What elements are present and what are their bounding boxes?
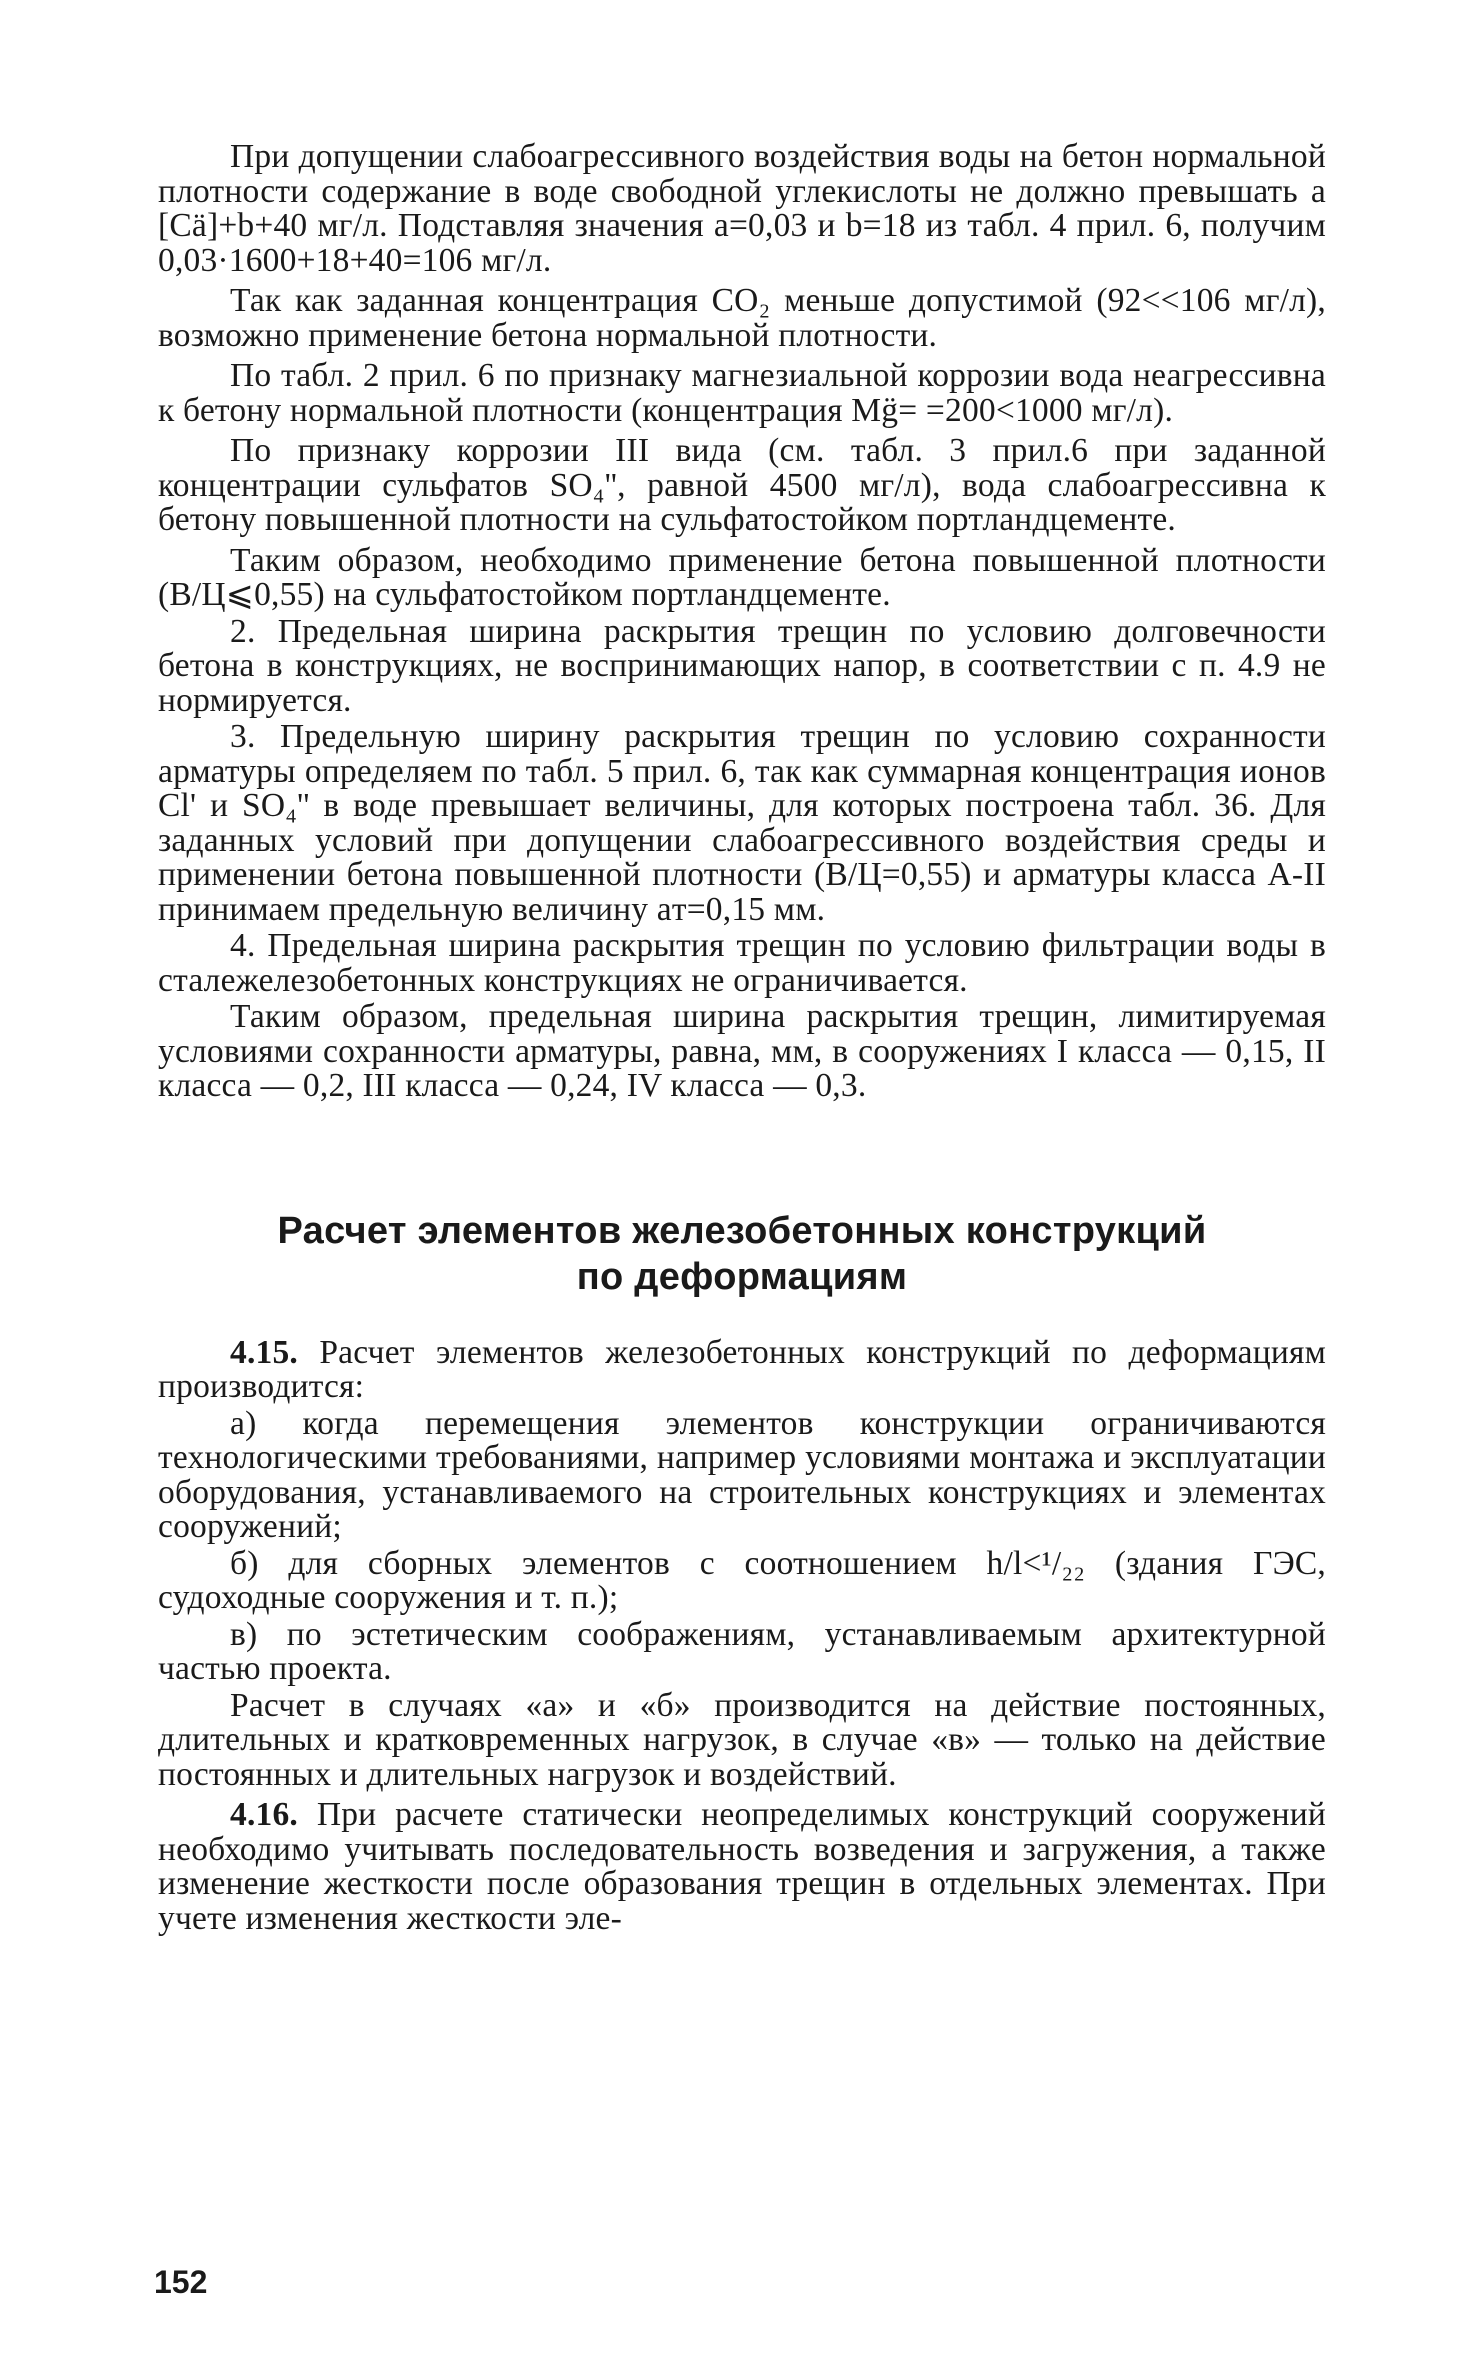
section-heading — [158, 1208, 1326, 1300]
paragraph-item-2: 2. Предельная ширина раскрытия трещин по условию долговечности бетона в конструкциях, не воспринимающих напор, в соответствии с п. 4.9 не нормируется. — [158, 612, 1326, 719]
section-heading-line-1: Расчет элементов железобетонных конструкций — [277, 1209, 1207, 1252]
paragraph-sulfate-corrosion: По признаку коррозии III вида (см. табл. 3 прил.6 при заданной концентрации сульфатов SO₄'', равной 4500 мг/л), вода слабоагрессивна к бетону повышенной плотности на сульфатостойком портландцементе. — [158, 432, 1326, 538]
list-item-a: а) когда перемещения элементов конструкции ограничиваются технологическими требованиями, например условиями монтажа и эксплуатации оборудования, устанавливаемого на строительных конструкциях и элементах сооружений; — [158, 1404, 1326, 1545]
section-heading-line-2: по деформациям — [576, 1255, 908, 1298]
page-number: 152 — [154, 2264, 208, 2300]
paragraph-carbonic-acid: При допущении слабоагрессивного воздействия воды на бетон нормальной плотности содержание в воде свободной углекислоты не должно превышать a [Cä]+b+40 мг/л. Подставляя значения a=0,03 и b=18 из табл. 4 прил. 6, получим 0,03·1600+18+40=106 мг/л. — [158, 138, 1326, 279]
paragraph-conclusion-concrete: Таким образом, необходимо применение бетона повышенной плотности (В/Ц⩽0,55) на сульфатостойком портландцементе. — [158, 541, 1326, 613]
paragraph-calc-cases: Расчет в случаях «а» и «б» производится на действие постоянных, длительных и кратковременных нагрузок, в случае «в» — только на действие постоянных и длительных нагрузок и воздействий. — [158, 1686, 1326, 1793]
clause-text-4-15: Расчет элементов железобетонных конструкций по деформациям производится: — [158, 1333, 1326, 1405]
paragraph-item-4: 4. Предельная ширина раскрытия трещин по условию фильтрации воды в сталежелезобетонных конструкциях не ограничивается. — [158, 927, 1326, 999]
paragraph-4-15 — [158, 1333, 1326, 1405]
paragraph-4-16 — [158, 1798, 1326, 1936]
paragraph-conclusion-crack-width: Таким образом, предельная ширина раскрытия трещин, лимитируемая условиями сохранности арматуры, равна, мм, в сооружениях I класса — 0,15, II класса — 0,2, III класса — 0,24, IV класса — 0,3. — [158, 998, 1326, 1104]
list-item-v: в) по эстетическим соображениям, устанавливаемым архитектурной частью проекта. — [158, 1615, 1326, 1687]
paragraph-item-3: 3. Предельную ширину раскрытия трещин по условию сохранности арматуры определяем по табл. 5 прил. 6, так как суммарная концентрация ионов Cl' и SO₄'' в воде превышает величины, для которых построена табл. 36. Для заданных условий при допущении слабоагрессивного воздействия среды и применении бетона повышенной плотности (В/Ц=0,55) и арматуры класса А-II принимаем предельную величину aт=0,15 мм. — [158, 718, 1326, 928]
clause-text-4-16: При расчете статически неопределимых конструкций сооружений необходимо учитывать последовательность возведения и загружения, а также изменение жесткости после образования трещин в отдельных элементах. При учете изменения жесткости эле- — [158, 1796, 1326, 1937]
clause-number-4-15: 4.15. — [230, 1333, 298, 1371]
page-body — [158, 140, 1326, 1936]
paragraph-co2-concentration: Так как заданная концентрация CO₂ меньше допустимой (92<<106 мг/л), возможно применение бетона нормальной плотности. — [158, 282, 1326, 354]
clause-number-4-16: 4.16. — [230, 1796, 298, 1833]
list-item-b: б) для сборных элементов с соотношением h/l<¹/₂₂ (здания ГЭС, судоходные сооружения и т. п.); — [158, 1544, 1326, 1616]
paragraph-magnesium-corrosion: По табл. 2 прил. 6 по признаку магнезиальной коррозии вода неагрессивна к бетону нормальной плотности (концентрация Mg̈= =200<1000 мг/л). — [158, 357, 1326, 429]
